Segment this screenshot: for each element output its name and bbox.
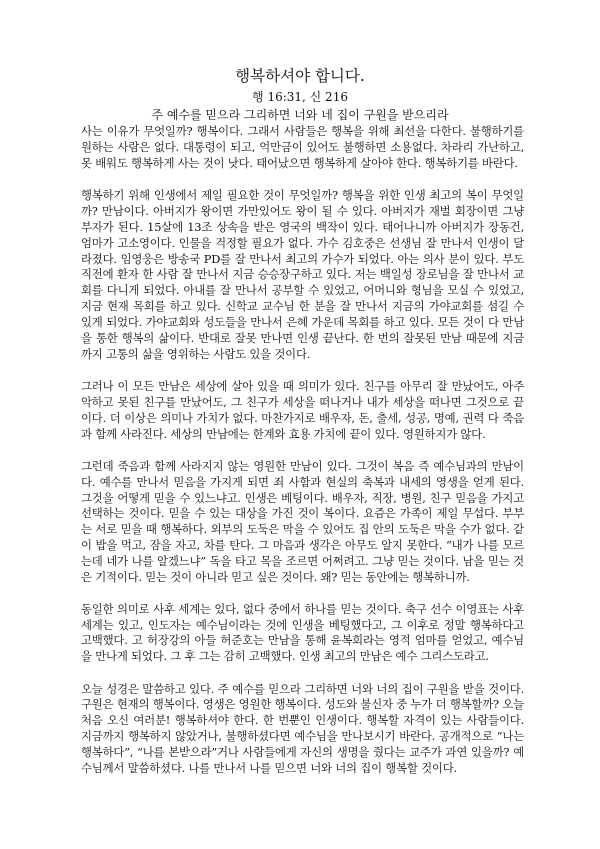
paragraph-6: 오늘 성경은 말씀하고 있다. 주 예수를 믿으라 그리하면 너와 너의 집이 구원을 받을 것이다. 구원은 현재의 행복이다. 영생은 영원한 행복이다. 성도와 불신자 중 누가 더 행복할까? 오늘 처음 오신 여러분! 행복하셔야 한다. 한 번뿐인 인생이다. 행복할 자격이 있는 사람들이다. 지금까지 행복하지 않았거나, 불행하셨다면 예수님을 만나보시기 바란다. 공개적으로 “나는 행복하다”, “나를 본받으라”거나 사람들에게 자신의 생명을 줬다는 교주가 과연 있을까? 예수님께서 말씀하셨다. 나를 만나서 나를 믿으면 너와 너의 집이 행복할 것이다. bbox=[81, 681, 524, 776]
paragraph-1: 사는 이유가 무엇일까? 행복이다. 그래서 사람들은 행복을 위해 최선을 다한다. 불행하기를 원하는 사람은 없다. 대통령이 되고, 억만금이 있어도 불행하면 소용없다. 차라리 가난하고, 못 배워도 행복하게 사는 것이 낫다. 태어났으면 행복하게 살아야 한다. 행복하기를 바란다. bbox=[81, 124, 524, 170]
scripture-reference: 행 16:31, 신 216 bbox=[252, 90, 348, 104]
theme-verse: 주 예수를 믿으라 그리하면 너와 네 집이 구원을 받으리라 bbox=[151, 108, 449, 122]
paragraph-5: 동일한 의미로 사후 세계는 있다, 없다 중에서 하나를 믿는 것이다. 축구 선수 이영표는 사후 세계는 있고, 인도자는 예수님이라는 것에 인생을 베팅했다고, 그 이후로 정말 행복하다고 고백했다. 고 허장강의 아들 허준호는 만남을 통해 윤복희라는 영적 엄마를 얻었고, 예수님을 만나게 되었다. 그 후 그는 감히 고백했다. 인생 최고의 만남은 예수 그리스도라고. bbox=[81, 601, 524, 664]
paragraph-2: 행복하기 위해 인생에서 제일 필요한 것이 무엇일까? 행복을 위한 인생 최고의 복이 무엇일까? 만남이다. 아버지가 왕이면 가만있어도 왕이 될 수 있다. 아버지가 재벌 회장이면 그냥 부자가 된다. 15살에 13조 상속을 받은 영국의 백작이 있다. 태어나니까 아버지가 장동건, 엄마가 고소영이다. 인물을 걱정할 필요가 없다. 가수 김호중은 선생님 잘 만나서 인생이 달라졌다. 임영웅은 방송국 PD를 잘 만나서 최고의 가수가 되었다. 아는 의사 분이 있다. 부도 직전에 환자 한 사람 잘 만나서 지금 승승장구하고 있다. 저는 백일성 장로님을 잘 만나서 교회를 다니게 되었다. 아내를 잘 만나서 공부할 수 있었고, 어머니와 형님을 모실 수 있었고, 지금 현재 목회를 하고 있다. 신학교 교수님 한 분을 잘 만나서 지금의 가야교회를 섬길 수 있게 되었다. 가야교회와 성도들을 만나서 은혜 가운데 목회를 하고 있다. 모든 것이 다 만남을 통한 행복의 삶이다. 반대로 잘못 만나면 인생 끝난다. 한 번의 잘못된 만남 때문에 지금까지 고통의 삶을 영위하는 사람도 있을 것이다. bbox=[81, 187, 524, 361]
paragraph-4: 그런데 죽음과 함께 사라지지 않는 영원한 만남이 있다. 그것이 복음 즉 예수님과의 만남이다. 예수를 만나서 믿음을 가지게 되면 죄 사함과 현실의 축복과 내세의 영생을 얻게 된다. 그것을 어떻게 믿을 수 있느냐고. 인생은 베팅이다. 배우자, 직장, 병원, 친구 믿음을 가지고 선택하는 것이다. 믿을 수 있는 대상을 가진 것이 복이다. 요즘은 가족이 제일 무섭다. 부부는 서로 믿을 때 행복하다. 외부의 도둑은 막을 수 있어도 집 안의 도둑은 막을 수가 없다. 같이 밥을 먹고, 잠을 자고, 차를 탄다. 그 마음과 생각은 아무도 알지 못한다. “내가 나를 모르는데 네가 나를 알겠느냐” 독을 타고 목을 조르면 어쩌려고. 그냥 믿는 것이다. 남을 믿는 것은 기적이다. 믿는 것이 아니라 믿고 싶은 것이다. 왜? 믿는 동안에는 행복하니까. bbox=[81, 458, 524, 585]
paragraph-3: 그러나 이 모든 만남은 세상에 살아 있을 때 의미가 있다. 친구를 아무리 잘 만났어도, 아주 악하고 못된 친구를 만났어도, 그 친구가 세상을 떠나거나 내가 세상을 떠나면 그것으로 끝이다. 더 이상은 의미나 가치가 없다. 마찬가지로 배우자, 돈, 출세, 성공, 명예, 권력 다 죽음과 함께 사라진다. 세상의 만남에는 한계와 효용 가치에 끝이 있다. 영원하지가 않다. bbox=[81, 378, 524, 441]
sermon-title: 행복하셔야 합니다. bbox=[235, 67, 365, 85]
